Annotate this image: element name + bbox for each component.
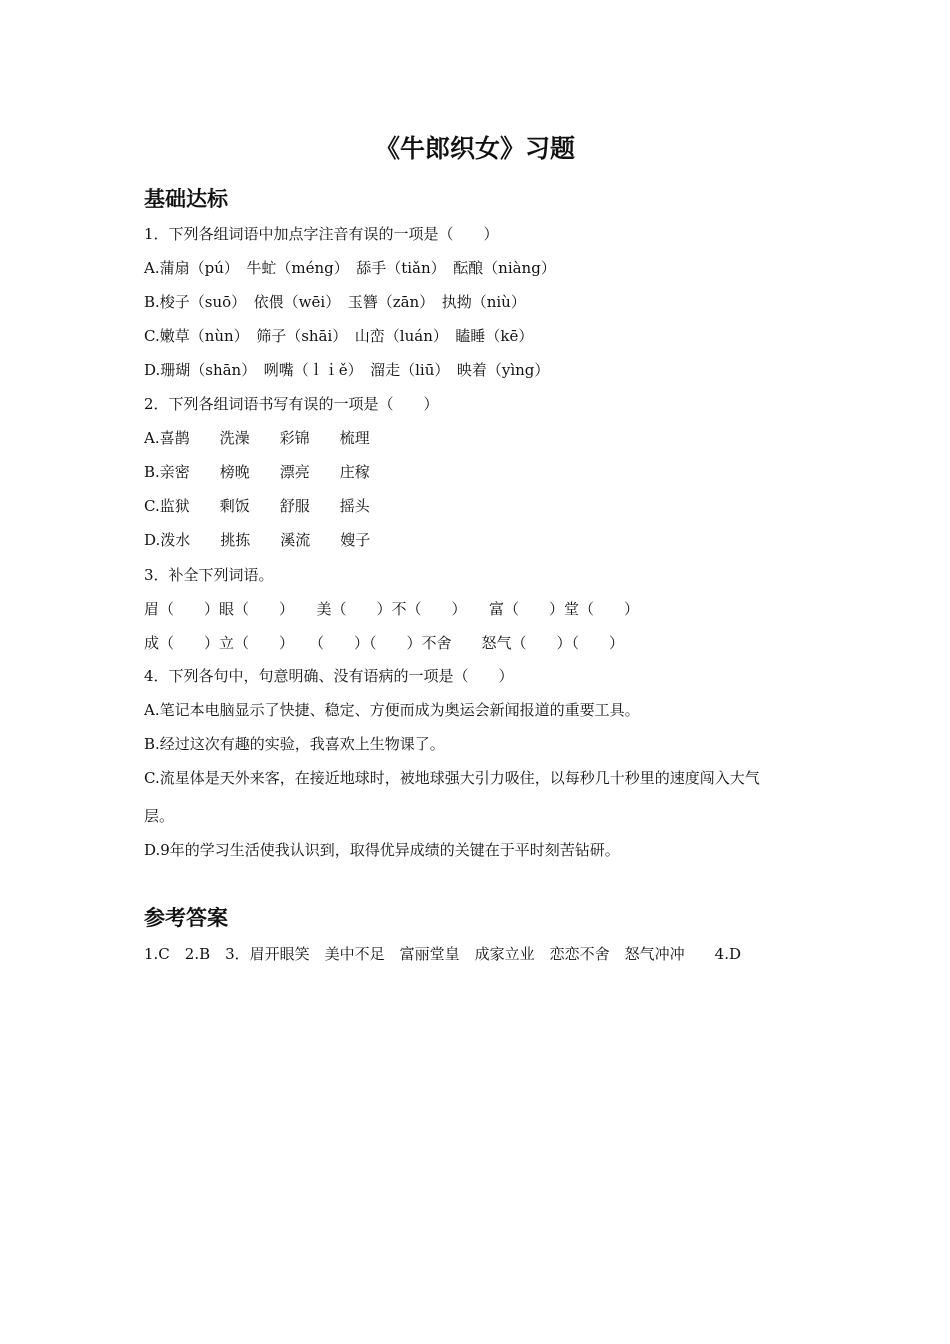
question-1-option-b: B.梭子（suō） 依偎（wēi） 玉簪（zān） 执拗（niù） (144, 293, 526, 311)
question-2-option-b: B.亲密 榜晚 漂亮 庄稼 (144, 463, 370, 481)
question-3-row-1: 眉（ ）眼（ ） 美（ ）不（ ） 富（ ）堂（ ） (144, 600, 640, 618)
question-3-row-2: 成（ ）立（ ） （ ）（ ）不舍 怒气（ ）（ ） (144, 634, 625, 652)
question-1-option-a: A.蒲扇（pú） 牛虻（méng） 舔手（tiǎn） 酝酿（niàng） (144, 259, 556, 277)
page-title: 《牛郎织女》习题 (374, 134, 575, 163)
question-3-stem: 3．补全下列词语。 (144, 566, 274, 584)
question-4-option-d: D.9年的学习生活使我认识到，取得优异成绩的关键在于平时刻苦钻研。 (144, 841, 620, 859)
question-4-option-c: C.流星体是天外来客，在接近地球时，被地球强大引力吸住，以每秒几十秒里的速度闯入大气 (144, 769, 760, 787)
question-1-option-c: C.嫩草（nùn） 筛子（shāi） 山峦（luán） 瞌睡（kē） (144, 327, 534, 345)
question-1-option-d: D.珊瑚（shān） 咧嘴（ｌｉě） 溜走（liū） 映着（yìng） (144, 361, 550, 379)
question-2-option-a: A.喜鹊 洗澡 彩锦 梳理 (144, 429, 370, 447)
section-heading-answers: 参考答案 (144, 906, 228, 930)
question-4-option-c-continued: 层。 (144, 807, 175, 825)
question-4-option-a: A.笔记本电脑显示了快捷、稳定、方便而成为奥运会新闻报道的重要工具。 (144, 701, 640, 719)
question-1-stem: 1．下列各组词语中加点字注音有误的一项是（ ） (144, 225, 499, 243)
question-2-stem: 2．下列各组词语书写有误的一项是（ ） (144, 395, 439, 413)
question-2-option-c: C.监狱 剩饭 舒服 摇头 (144, 497, 370, 515)
question-2-option-d: D.泼水 挑拣 溪流 嫂子 (144, 531, 371, 549)
section-heading-basic: 基础达标 (144, 187, 228, 211)
answer-key: 1.C 2.B 3．眉开眼笑 美中不足 富丽堂皇 成家立业 恋恋不舍 怒气冲冲 4.D (144, 945, 742, 963)
question-4-option-b: B.经过这次有趣的实验，我喜欢上生物课了。 (144, 735, 445, 753)
question-4-stem: 4．下列各句中，句意明确、没有语病的一项是（ ） (144, 667, 514, 685)
